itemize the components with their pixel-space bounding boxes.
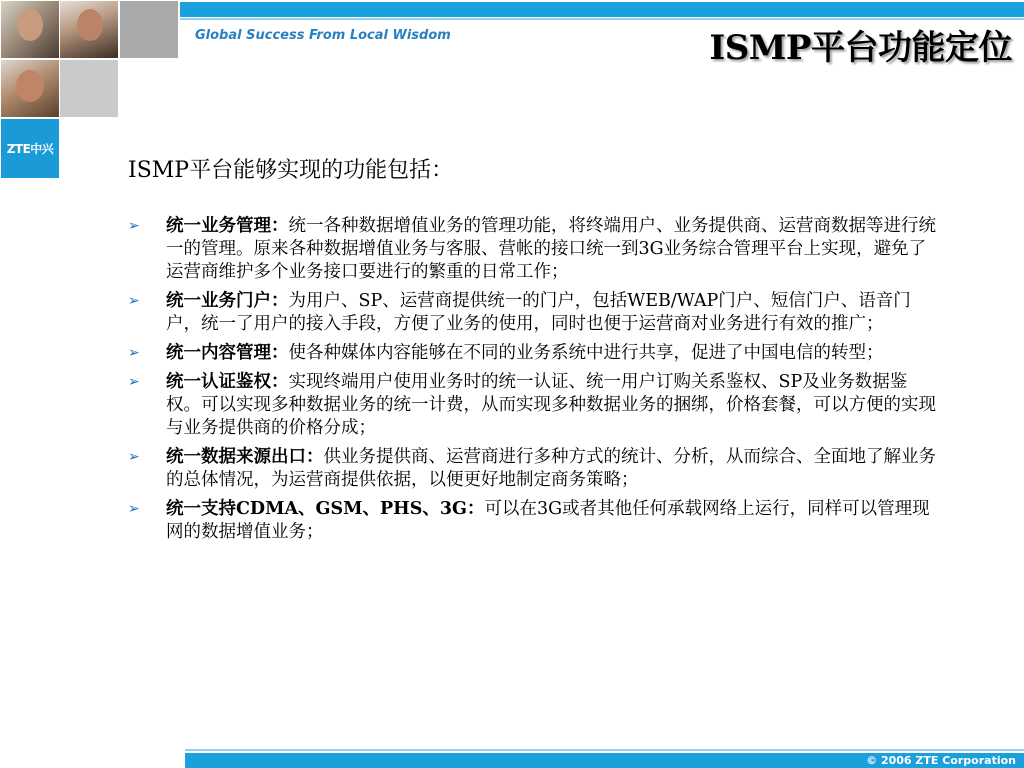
logo-text: ZTE中兴 (6, 142, 54, 156)
item-text: 可以在3G或者其他任何承载网络上运行，同样可以管理现网的数据增值业务； (166, 499, 930, 542)
section-heading: ISMP平台能够实现的功能包括： (128, 158, 454, 183)
arrow-bullet-icon: ➢ (128, 374, 140, 390)
item-label: 统一内容管理： (166, 343, 289, 363)
item-label: 统一业务管理： (166, 216, 289, 236)
item-text: 供业务提供商、运营商进行多种方式的统计、分析，从而综合、全面地了解业务的总体情况，为运营商提供依据，以便更好地制定商务策略； (166, 447, 936, 490)
feature-list (128, 215, 938, 550)
item-label: 统一数据来源出口： (166, 447, 324, 467)
list-item (128, 342, 938, 365)
list-item (128, 498, 938, 544)
person-photo-1 (1, 1, 59, 58)
item-text: 实现终端用户使用业务时的统一认证、统一用户订购关系鉴权、SP及业务数据鉴权。可以实现多种数据业务的统一计费，从而实现多种数据业务的捆绑，价格套餐，可以方便的实现与业务提供商的价格分成； (166, 372, 936, 438)
arrow-bullet-icon: ➢ (128, 501, 140, 517)
copyright: © 2006 ZTE Corporation (866, 754, 1016, 767)
page-title: ISMP平台功能定位 (709, 28, 1012, 68)
list-item (128, 446, 938, 492)
item-text: 使各种媒体内容能够在不同的业务系统中进行共享，促进了中国电信的转型； (288, 343, 884, 363)
arrow-bullet-icon: ➢ (128, 345, 140, 361)
arrow-bullet-icon: ➢ (128, 218, 140, 234)
item-text: 为用户、SP、运营商提供统一的门户，包括WEB/WAP门户、短信门户、语音门户，统一了用户的接入手段，方便了业务的使用，同时也便于运营商对业务进行有效的推广； (166, 291, 911, 334)
grey-tile-light (60, 60, 118, 117)
person-photo-3 (1, 60, 59, 117)
slogan: Global Success From Local Wisdom (195, 28, 451, 43)
item-label: 统一认证鉴权： (166, 372, 289, 392)
top-banner-bar (180, 2, 1024, 17)
grey-tile (120, 1, 178, 58)
item-label: 统一支持CDMA、GSM、PHS、3G： (166, 499, 485, 519)
item-label: 统一业务门户： (166, 291, 289, 311)
person-photo-2 (60, 1, 118, 58)
list-item (128, 215, 938, 284)
item-text: 统一各种数据增值业务的管理功能，将终端用户、业务提供商、运营商数据等进行统一的管理。原来各种数据增值业务与客服、营帐的接口统一到3G业务综合管理平台上实现，避免了运营商维护多个业务接口要进行的繁重的日常工作； (166, 216, 936, 282)
arrow-bullet-icon: ➢ (128, 449, 140, 465)
zte-logo (1, 119, 59, 178)
arrow-bullet-icon: ➢ (128, 293, 140, 309)
bottom-banner-line (185, 749, 1024, 751)
list-item (128, 290, 938, 336)
list-item (128, 371, 938, 440)
